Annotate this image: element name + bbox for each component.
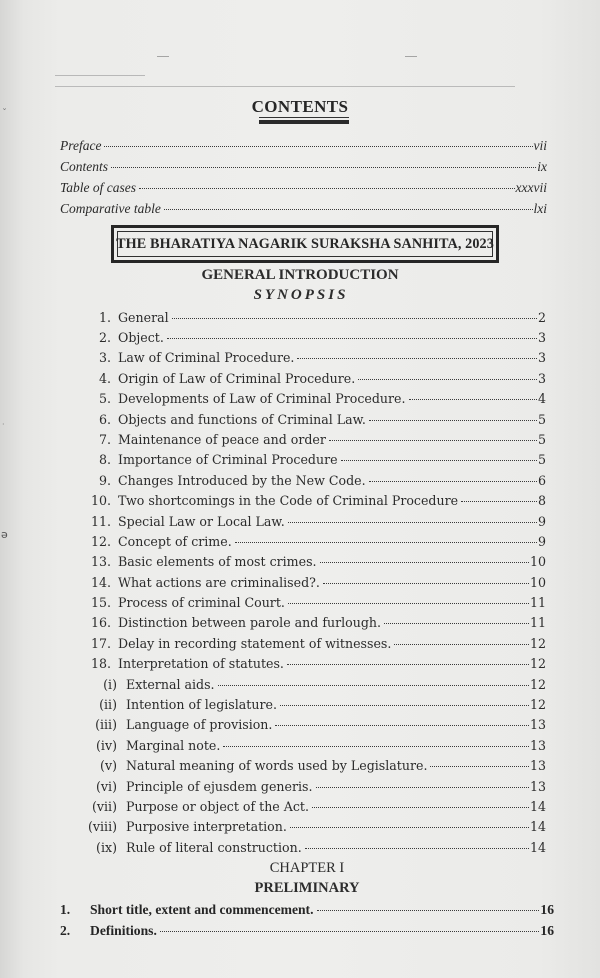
- item-number: 16.: [90, 615, 111, 631]
- synopsis-item[interactable]: [88, 635, 546, 655]
- item-number: 13.: [90, 554, 111, 570]
- contents-title: CONTENTS: [251, 97, 349, 116]
- item-number: 8.: [98, 452, 111, 468]
- item-page: 14: [529, 819, 546, 835]
- item-number: 15.: [90, 595, 111, 611]
- dot-leader: [273, 717, 529, 730]
- bleed-through-header: [55, 56, 515, 86]
- item-number: 17.: [90, 635, 111, 651]
- dot-leader: [392, 635, 529, 648]
- toc-entry-comparative-table[interactable]: [60, 199, 547, 220]
- synopsis-item[interactable]: [88, 493, 546, 513]
- section-label: Short title, extent and commencement.: [90, 901, 314, 917]
- toc-entry-table-of-cases[interactable]: [60, 178, 547, 199]
- dot-leader: [221, 737, 529, 750]
- synopsis-list: [88, 309, 546, 860]
- synopsis-item[interactable]: [88, 554, 546, 574]
- dot-leader: [170, 309, 537, 322]
- item-label: Object.: [118, 329, 164, 345]
- item-number: 9.: [98, 472, 111, 488]
- item-number: (iii): [95, 717, 117, 733]
- item-page: 5: [537, 452, 546, 468]
- dot-leader: [356, 370, 537, 383]
- item-number: 11.: [90, 513, 111, 529]
- dot-leader: [158, 921, 540, 935]
- toc-entry-label: Preface: [60, 137, 102, 153]
- item-page: 13: [529, 737, 546, 753]
- bleed-dash: [157, 56, 169, 57]
- section-page: 16: [540, 922, 554, 938]
- synopsis-item[interactable]: [88, 391, 546, 411]
- dot-leader: [367, 472, 537, 485]
- item-label: Two shortcomings in the Code of Criminal Procedure: [118, 493, 459, 509]
- item-label: Principle of ejusdem generis.: [126, 778, 313, 794]
- item-label: Process of criminal Court.: [118, 595, 285, 611]
- item-page: 12: [529, 676, 546, 692]
- front-matter-list: [60, 136, 547, 220]
- synopsis-subitem[interactable]: [88, 676, 546, 696]
- dot-leader: [303, 839, 529, 852]
- act-title: THE BHARATIYA NAGARIK SURAKSHA SANHITA, 2023: [116, 235, 494, 252]
- synopsis-item[interactable]: [88, 594, 546, 614]
- item-label: Distinction between parole and furlough.: [118, 615, 382, 631]
- synopsis-item[interactable]: [88, 472, 546, 492]
- toc-entry-page: ix: [537, 158, 547, 174]
- section-number: 1.: [60, 901, 71, 917]
- dot-leader: [285, 656, 529, 669]
- item-page: 14: [529, 839, 546, 855]
- item-page: 10: [529, 574, 546, 590]
- item-label: Concept of crime.: [118, 533, 232, 549]
- dot-leader: [288, 819, 529, 832]
- toc-entry-page: xxxvii: [515, 179, 547, 195]
- item-label: Maintenance of peace and order: [118, 431, 326, 447]
- synopsis-subitem[interactable]: [88, 717, 546, 737]
- item-label: External aids.: [126, 676, 215, 692]
- dot-leader: [407, 391, 537, 404]
- dot-leader: [278, 696, 529, 709]
- item-label: Natural meaning of words used by Legislature.: [126, 758, 428, 774]
- synopsis-item[interactable]: [88, 656, 546, 676]
- synopsis-subitem[interactable]: [88, 819, 546, 839]
- item-label: Delay in recording statement of witnesses.: [118, 635, 392, 651]
- item-number: (v): [100, 758, 117, 774]
- item-number: 5.: [98, 391, 111, 407]
- synopsis-item[interactable]: [88, 452, 546, 472]
- page-edge-mark: ·: [2, 420, 5, 429]
- dot-leader: [339, 452, 537, 465]
- item-page: 11: [529, 615, 546, 631]
- toc-entry-page: vii: [533, 137, 547, 153]
- page-edge-mark: ə: [1, 528, 8, 541]
- item-number: 6.: [98, 411, 111, 427]
- synopsis-item[interactable]: [88, 329, 546, 349]
- dot-leader: [318, 554, 529, 567]
- item-page: 14: [529, 798, 546, 814]
- item-page: 12: [529, 697, 546, 713]
- item-label: Developments of Law of Criminal Procedure.: [118, 391, 406, 407]
- item-label: Language of provision.: [126, 717, 273, 733]
- item-number: (vii): [92, 798, 117, 814]
- synopsis-subitem[interactable]: [88, 758, 546, 778]
- toc-entry-label: Table of cases: [60, 179, 137, 195]
- synopsis-item[interactable]: [88, 350, 546, 370]
- section-page: 16: [540, 901, 554, 917]
- chapter-section-list: [60, 900, 554, 942]
- item-label: Changes Introduced by the New Code.: [118, 472, 366, 488]
- item-page: 13: [529, 758, 546, 774]
- item-label: Basic elements of most crimes.: [118, 554, 317, 570]
- item-page: 3: [537, 350, 546, 366]
- item-page: 9: [537, 513, 546, 529]
- chapter-section-item[interactable]: [60, 921, 554, 942]
- item-page: 3: [537, 329, 546, 345]
- toc-entry-contents[interactable]: [60, 157, 547, 178]
- item-number: 3.: [98, 350, 111, 366]
- item-label: Law of Criminal Procedure.: [118, 350, 295, 366]
- synopsis-subitem[interactable]: [88, 778, 546, 798]
- item-label: Special Law or Local Law.: [118, 513, 285, 529]
- item-page: 12: [529, 656, 546, 672]
- contents-double-underline: [259, 117, 349, 124]
- dot-leader: [314, 778, 529, 791]
- page-edge-mark: ˇ: [2, 108, 7, 119]
- item-label: Intention of legislature.: [126, 697, 277, 713]
- item-page: 11: [529, 595, 546, 611]
- synopsis-subitem[interactable]: [88, 737, 546, 757]
- item-label: Importance of Criminal Procedure: [118, 452, 338, 468]
- item-page: 13: [529, 778, 546, 794]
- dot-leader: [162, 199, 533, 213]
- section-number: 2.: [60, 922, 71, 938]
- item-label: Origin of Law of Criminal Procedure.: [118, 370, 356, 386]
- item-label: Interpretation of statutes.: [118, 656, 284, 672]
- item-page: 13: [529, 717, 546, 733]
- dot-leader: [382, 615, 529, 628]
- dot-leader: [310, 798, 529, 811]
- synopsis-item[interactable]: [88, 370, 546, 390]
- item-number: 14.: [90, 574, 111, 590]
- synopsis-subitem[interactable]: [88, 696, 546, 716]
- item-page: 8: [537, 493, 546, 509]
- section-subheading: SYNOPSIS: [253, 287, 349, 303]
- synopsis-subitem[interactable]: [88, 798, 546, 818]
- item-number: (i): [103, 676, 117, 692]
- item-label: Rule of literal construction.: [126, 839, 302, 855]
- act-title-box: [111, 225, 499, 263]
- dot-leader: [216, 676, 529, 689]
- dot-leader: [459, 493, 537, 506]
- synopsis-item[interactable]: [88, 411, 546, 431]
- item-page: 9: [537, 533, 546, 549]
- dot-leader: [327, 431, 537, 444]
- item-page: 5: [537, 411, 546, 427]
- item-number: 10.: [90, 493, 111, 509]
- synopsis-item[interactable]: [88, 574, 546, 594]
- item-number: 12.: [90, 533, 111, 549]
- chapter-title: CHAPTER I: [269, 860, 345, 876]
- dot-leader: [109, 157, 536, 171]
- item-number: 7.: [98, 431, 111, 447]
- item-label: General: [118, 309, 169, 325]
- dot-leader: [233, 533, 537, 546]
- item-label: Objects and functions of Criminal Law.: [118, 411, 366, 427]
- item-page: 6: [537, 472, 546, 488]
- item-page: 4: [537, 391, 546, 407]
- dot-leader: [295, 350, 537, 363]
- synopsis-item[interactable]: [88, 431, 546, 451]
- bleed-rule: [55, 86, 515, 87]
- dot-leader: [428, 758, 529, 771]
- dot-leader: [286, 513, 537, 526]
- chapter-subtitle: PRELIMINARY: [254, 880, 360, 896]
- bleed-dash: [405, 56, 417, 57]
- section-heading: GENERAL INTRODUCTION: [201, 267, 399, 283]
- dot-leader: [315, 900, 540, 914]
- section-label: Definitions.: [90, 922, 157, 938]
- synopsis-item[interactable]: [88, 513, 546, 533]
- item-number: (vi): [96, 778, 117, 794]
- dot-leader: [102, 136, 532, 150]
- item-page: 2: [537, 309, 546, 325]
- dot-leader: [286, 594, 529, 607]
- toc-entry-label: Comparative table: [60, 200, 161, 216]
- item-number: 2.: [98, 329, 111, 345]
- bleed-rule: [55, 75, 145, 76]
- synopsis-subitem[interactable]: [88, 839, 546, 859]
- item-number: (iv): [96, 737, 117, 753]
- item-number: 1.: [98, 309, 111, 325]
- chapter-section-item[interactable]: [60, 900, 554, 921]
- item-number: (ix): [96, 839, 117, 855]
- toc-entry-page: lxi: [533, 200, 547, 216]
- dot-leader: [165, 329, 537, 342]
- toc-entry-preface[interactable]: [60, 136, 547, 157]
- item-label: What actions are criminalised?.: [118, 574, 320, 590]
- item-page: 10: [529, 554, 546, 570]
- item-page: 3: [537, 370, 546, 386]
- item-label: Purpose or object of the Act.: [126, 798, 309, 814]
- item-label: Marginal note.: [126, 737, 221, 753]
- synopsis-item[interactable]: [88, 615, 546, 635]
- dot-leader: [321, 574, 529, 587]
- item-number: (viii): [88, 819, 118, 835]
- toc-entry-label: Contents: [60, 158, 109, 174]
- synopsis-item[interactable]: [88, 309, 546, 329]
- dot-leader: [367, 411, 537, 424]
- dot-leader: [137, 178, 515, 192]
- item-number: (ii): [99, 697, 117, 713]
- item-number: 18.: [90, 656, 111, 672]
- item-number: 4.: [98, 370, 111, 386]
- synopsis-item[interactable]: [88, 533, 546, 553]
- item-label: Purposive interpretation.: [126, 819, 287, 835]
- item-page: 12: [529, 635, 546, 651]
- item-page: 5: [537, 431, 546, 447]
